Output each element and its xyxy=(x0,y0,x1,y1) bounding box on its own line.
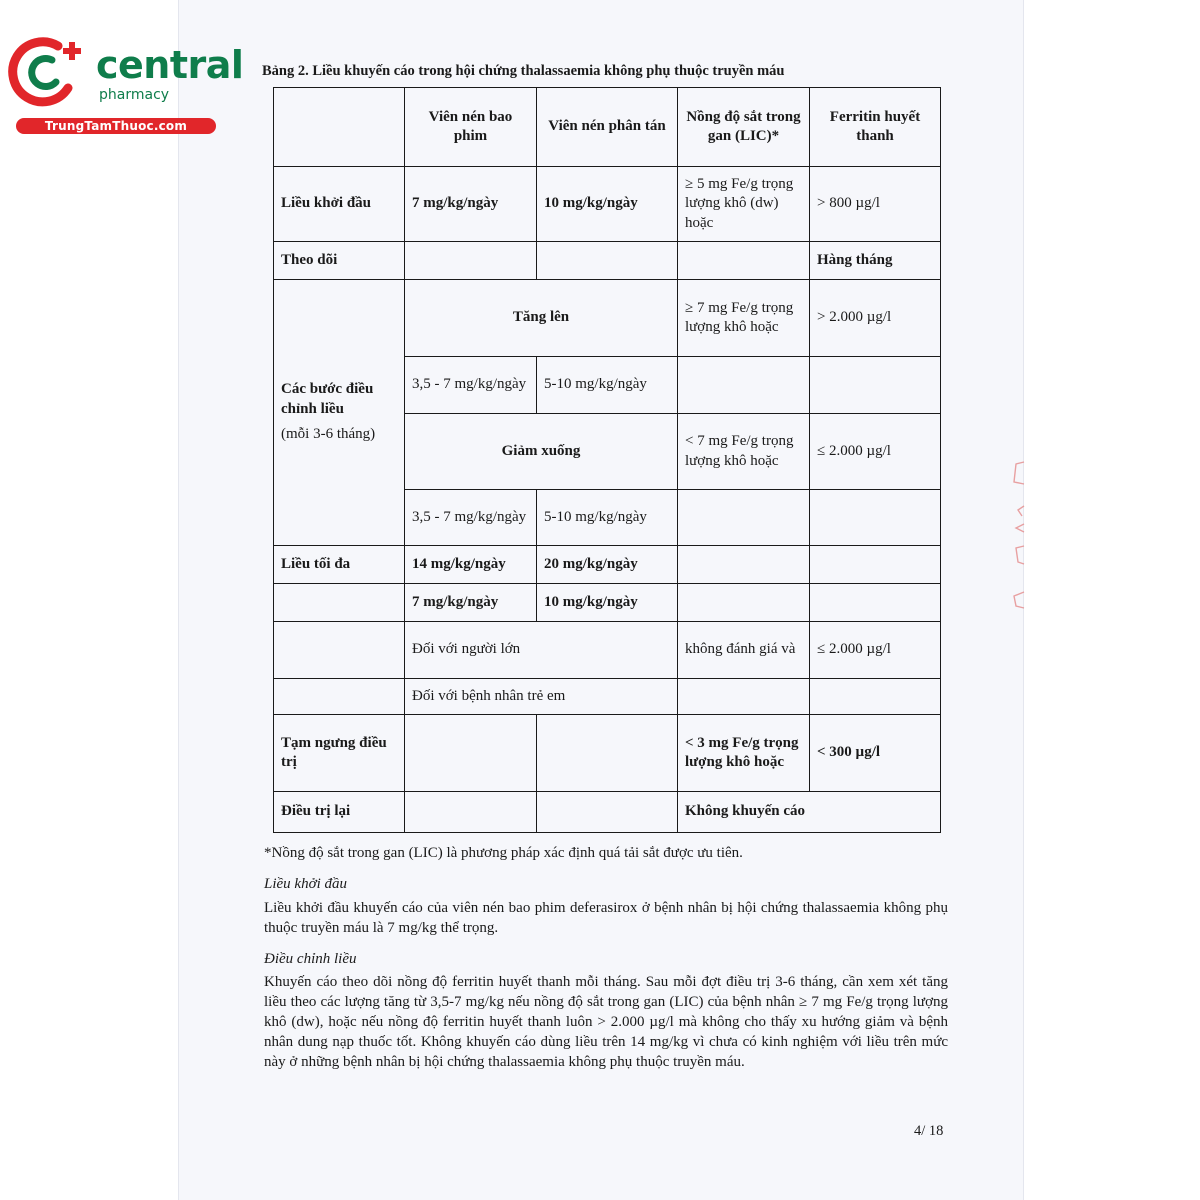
dosage-table xyxy=(273,87,941,833)
monitor-ferritin: Hàng tháng xyxy=(810,242,941,280)
page-number: 4/ 18 xyxy=(914,1123,944,1139)
decrease-label: Giảm xuống xyxy=(405,414,678,490)
pharmacy-cross-logo-icon xyxy=(8,36,90,108)
increase-film-coated: 3,5 - 7 mg/kg/ngày xyxy=(405,357,537,414)
empty-cell xyxy=(678,546,810,584)
adults-label: Đối với người lớn xyxy=(405,622,678,679)
table-row xyxy=(274,242,941,280)
empty-cell xyxy=(405,715,537,792)
max-dispersible: 20 mg/kg/ngày xyxy=(537,546,678,584)
logo-url-badge[interactable]: TrungTamThuoc.com xyxy=(16,118,216,134)
empty-cell xyxy=(678,490,810,546)
table-header-row xyxy=(274,88,941,167)
empty-cell xyxy=(678,357,810,414)
table-row xyxy=(274,167,941,242)
table-row xyxy=(274,584,941,622)
section-heading-start: Liều khởi đầu xyxy=(264,876,347,892)
empty-cell xyxy=(537,242,678,280)
row-label-monitor: Theo dõi xyxy=(274,242,405,280)
adjust-label: Các bước điều chỉnh liều xyxy=(281,381,374,417)
adults-ferritin: ≤ 2.000 µg/l xyxy=(810,622,941,679)
restart-value: Không khuyến cáo xyxy=(678,792,941,833)
row-label-max: Liều tối đa xyxy=(274,546,405,584)
stamp-fragment-icon xyxy=(1004,458,1026,618)
children-label: Đối với bệnh nhân trẻ em xyxy=(405,679,678,715)
increase-dispersible: 5-10 mg/kg/ngày xyxy=(537,357,678,414)
logo-wordmark: central xyxy=(96,43,244,87)
increase-lic: ≥ 7 mg Fe/g trọng lượng khô hoặc xyxy=(678,280,810,357)
empty-cell xyxy=(537,792,678,833)
pause-ferritin: < 300 µg/l xyxy=(810,715,941,792)
start-film-coated: 7 mg/kg/ngày xyxy=(405,167,537,242)
header-dispersible: Viên nén phân tán xyxy=(537,88,678,167)
header-lic: Nồng độ sắt trong gan (LIC)* xyxy=(678,88,810,167)
empty-cell xyxy=(678,584,810,622)
row-label-adjust xyxy=(274,280,405,546)
decrease-dispersible: 5-10 mg/kg/ngày xyxy=(537,490,678,546)
table-row xyxy=(274,792,941,833)
decrease-ferritin: ≤ 2.000 µg/l xyxy=(810,414,941,490)
max-film-coated-2: 7 mg/kg/ngày xyxy=(405,584,537,622)
empty-cell xyxy=(537,715,678,792)
empty-cell xyxy=(678,679,810,715)
max-film-coated: 14 mg/kg/ngày xyxy=(405,546,537,584)
header-ferritin: Ferritin huyết thanh xyxy=(810,88,941,167)
empty-cell xyxy=(810,490,941,546)
empty-cell xyxy=(810,546,941,584)
increase-label: Tăng lên xyxy=(405,280,678,357)
start-lic: ≥ 5 mg Fe/g trọng lượng khô (dw) hoặc xyxy=(678,167,810,242)
table-caption: Bảng 2. Liều khuyến cáo trong hội chứng thalassaemia không phụ thuộc truyền máu xyxy=(262,63,785,79)
adults-lic: không đánh giá và xyxy=(678,622,810,679)
adjust-sublabel: (mỗi 3-6 tháng) xyxy=(281,426,376,443)
table-row xyxy=(274,715,941,792)
header-empty-cell xyxy=(274,88,405,167)
decrease-lic: < 7 mg Fe/g trọng lượng khô hoặc xyxy=(678,414,810,490)
section-body-adjust: Khuyến cáo theo dõi nồng độ ferritin huyết thanh mỗi tháng. Sau mỗi đợt điều trị 3-6 tháng, cần xem xét tăng liều theo các lượng tăng từ 3,5-7 mg/kg nếu nồng độ sắt trong gan (LIC) của bệnh nhân ≥ 7 mg Fe/g trọng lượng khô (dw), hoặc nếu nồng độ ferritin huyết thanh luôn > 2.000 µg/l mà không cho thấy xu hướng giảm và bệnh nhân dung nạp thuốc tốt. Không khuyến cáo dùng liều trên 14 mg/kg vì chưa có kinh nghiệm với liều trên mức này ở những bệnh nhân bị hội chứng thalassaemia không phụ thuộc truyền máu. xyxy=(264,974,948,1070)
logo-subtitle: pharmacy xyxy=(99,87,170,103)
empty-cell xyxy=(405,792,537,833)
empty-cell xyxy=(810,584,941,622)
empty-cell xyxy=(274,679,405,715)
increase-ferritin: > 2.000 µg/l xyxy=(810,280,941,357)
central-pharmacy-logo[interactable] xyxy=(8,36,244,136)
table-row xyxy=(274,679,941,715)
pause-lic: < 3 mg Fe/g trọng lượng khô hoặc xyxy=(678,715,810,792)
empty-cell xyxy=(810,357,941,414)
empty-cell xyxy=(678,242,810,280)
table-footnote: *Nồng độ sắt trong gan (LIC) là phương pháp xác định quá tải sắt được ưu tiên. xyxy=(264,845,743,861)
row-label-pause: Tạm ngưng điều trị xyxy=(274,715,405,792)
max-dispersible-2: 10 mg/kg/ngày xyxy=(537,584,678,622)
table-row xyxy=(274,546,941,584)
section-heading-adjust: Điều chỉnh liều xyxy=(264,951,357,967)
section-body-start: Liều khởi đầu khuyến cáo của viên nén bao phim deferasirox ở bệnh nhân bị hội chứng thalassaemia không phụ thuộc truyền máu là 7 mg/kg thể trọng. xyxy=(264,900,948,937)
empty-cell xyxy=(405,242,537,280)
decrease-film-coated: 3,5 - 7 mg/kg/ngày xyxy=(405,490,537,546)
empty-cell xyxy=(810,679,941,715)
empty-cell xyxy=(274,584,405,622)
row-label-restart: Điều trị lại xyxy=(274,792,405,833)
row-label-start: Liều khởi đầu xyxy=(274,167,405,242)
empty-cell xyxy=(274,622,405,679)
start-dispersible: 10 mg/kg/ngày xyxy=(537,167,678,242)
table-row xyxy=(274,622,941,679)
header-film-coated: Viên nén bao phim xyxy=(405,88,537,167)
start-ferritin: > 800 µg/l xyxy=(810,167,941,242)
table-row xyxy=(274,280,941,357)
